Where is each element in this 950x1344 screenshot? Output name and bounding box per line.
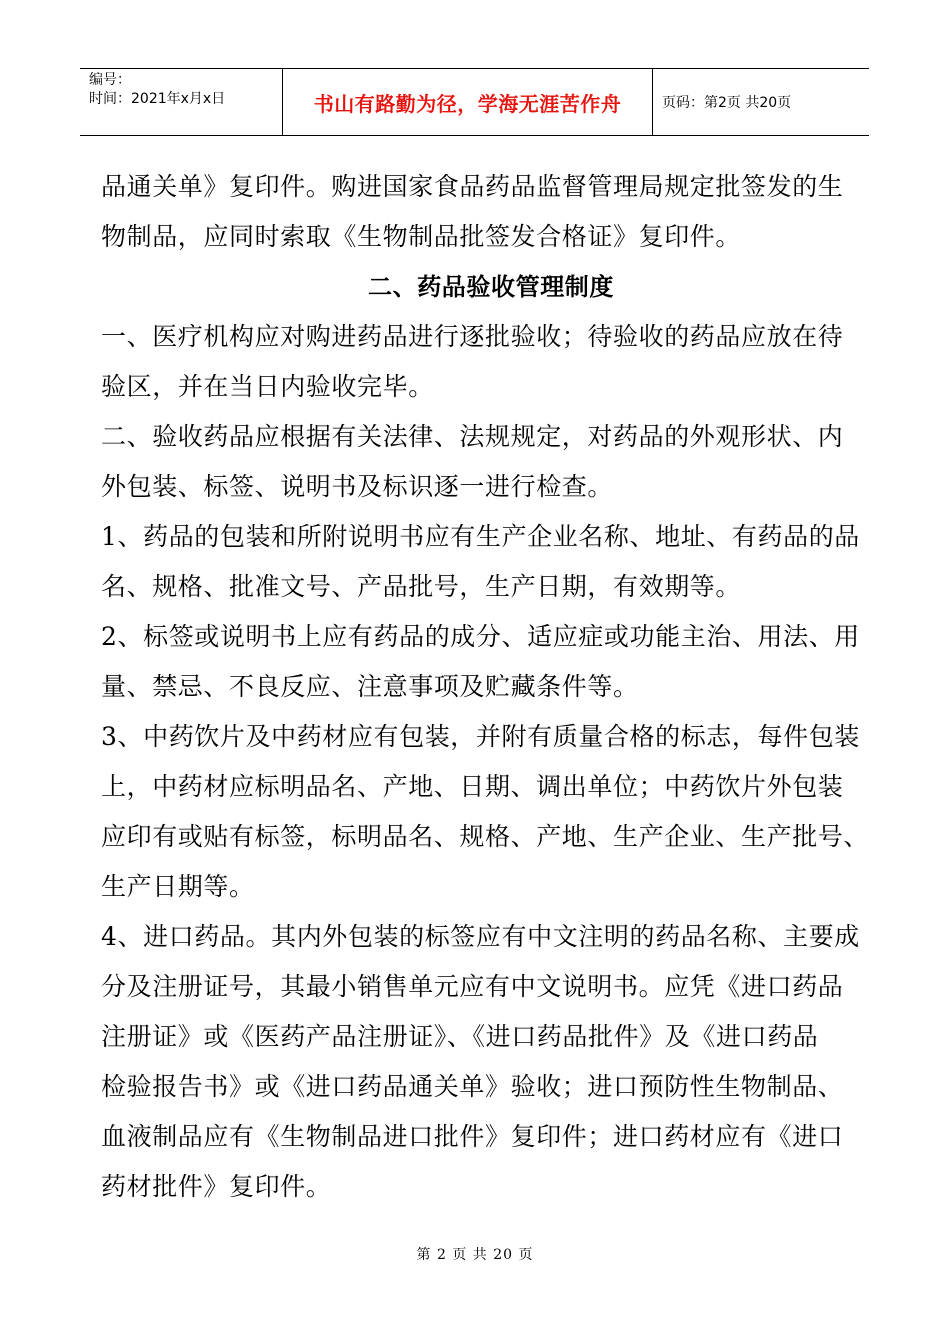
header-page-info: 页码：第2页 共20页 <box>662 95 792 111</box>
text-line: 分及注册证号，其最小销售单元应有中文说明书。应凭《进口药品 <box>101 972 844 1001</box>
text-line: 验区，并在当日内验收完毕。 <box>101 372 434 401</box>
text-line: 一、医疗机构应对购进药品进行逐批验收；待验收的药品应放在待 <box>101 322 844 351</box>
header-motto: 书山有路勤为径，学海无涯苦作舟 <box>282 69 653 135</box>
text-line: 量、禁忌、不良反应、注意事项及贮藏条件等。 <box>101 672 639 701</box>
text-line: 上，中药材应标明品名、产地、日期、调出单位；中药饮片外包装 <box>101 772 844 801</box>
text-line: 2、标签或说明书上应有药品的成分、适应症或功能主治、用法、用 <box>101 622 860 651</box>
text-line: 注册证》或《医药产品注册证》、《进口药品批件》及《进口药品 <box>101 1022 819 1051</box>
header-meta <box>80 69 282 135</box>
text-line: 药材批件》复印件。 <box>101 1172 332 1201</box>
text-line: 物制品，应同时索取《生物制品批签发合格证》复印件。 <box>101 222 742 251</box>
text-line: 3、中药饮片及中药材应有包装，并附有质量合格的标志，每件包装 <box>101 722 860 751</box>
text-line: 名、规格、批准文号、产品批号，生产日期，有效期等。 <box>101 572 742 601</box>
page-footer: 第 2 页 共 20 页 <box>416 1247 534 1263</box>
text-line: 应印有或贴有标签，标明品名、规格、产地、生产企业、生产批号、 <box>101 822 870 851</box>
text-line: 1、药品的包装和所附说明书应有生产企业名称、地址、有药品的品 <box>101 522 860 551</box>
text-line: 血液制品应有《生物制品进口批件》复印件；进口药材应有《进口 <box>101 1122 844 1151</box>
text-line: 二、验收药品应根据有关法律、法规规定，对药品的外观形状、内 <box>101 422 844 451</box>
doc-number-label: 编号： <box>89 72 131 88</box>
text-line: 品通关单》复印件。购进国家食品药品监督管理局规定批签发的生 <box>101 172 844 201</box>
text-line: 检验报告书》或《进口药品通关单》验收；进口预防性生物制品、 <box>101 1072 844 1101</box>
section-heading: 二、药品验收管理制度 <box>368 272 614 301</box>
text-line: 4、进口药品。其内外包装的标签应有中文注明的药品名称、主要成 <box>101 922 860 951</box>
time-label: 时间：2021年x月x日 <box>89 91 226 107</box>
text-line: 生产日期等。 <box>101 872 255 901</box>
page-header <box>80 68 869 136</box>
text-line: 外包装、标签、说明书及标识逐一进行检查。 <box>101 472 614 501</box>
document-body <box>101 162 870 1212</box>
